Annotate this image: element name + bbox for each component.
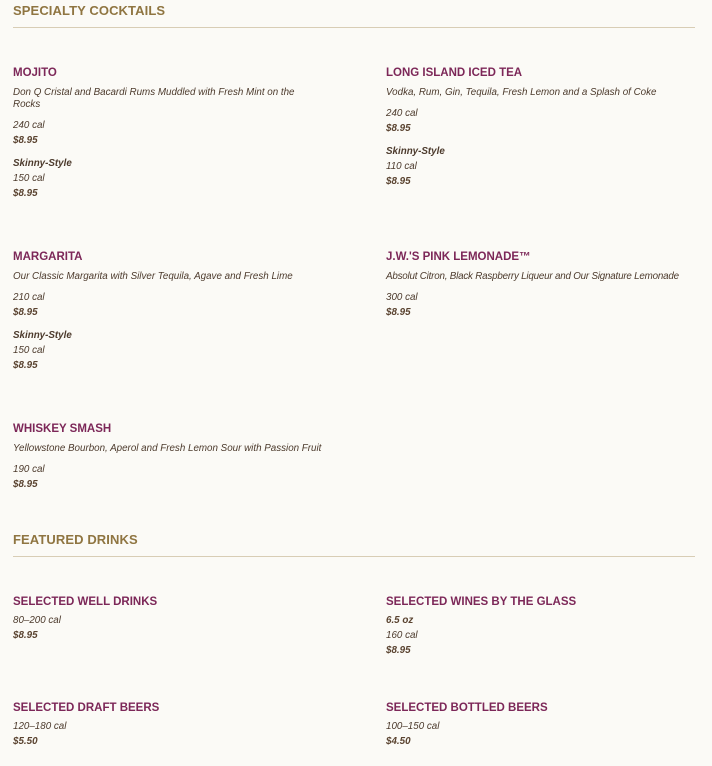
menu-item-mojito [13, 66, 318, 200]
item-name: MARGARITA [13, 251, 83, 263]
item-price: $8.95 [13, 630, 38, 641]
item-description: Absolut Citron, Black Raspberry Liqueur and Our Signature Lemonade [386, 271, 679, 282]
item-calories: 300 cal [386, 292, 418, 303]
item-name: MOJITO [13, 67, 57, 79]
item-calories: 160 cal [386, 630, 418, 641]
item-name: SELECTED DRAFT BEERS [13, 702, 160, 714]
item-name: J.W.'S PINK LEMONADE™ [386, 251, 531, 263]
skinny-style-label: Skinny-Style [386, 146, 445, 157]
specialty-cocktails-heading: SPECIALTY COCKTAILS [13, 3, 166, 18]
menu-item-draft-beers [13, 701, 333, 748]
menu-item-wines-by-the-glass [386, 595, 706, 657]
item-description: Our Classic Margarita with Silver Tequila, Agave and Fresh Lime [13, 271, 293, 282]
item-calories: 240 cal [386, 108, 418, 119]
item-calories: 190 cal [13, 464, 45, 475]
skinny-price: $8.95 [13, 188, 38, 199]
item-description: Vodka, Rum, Gin, Tequila, Fresh Lemon and a Splash of Coke [386, 87, 657, 98]
item-price: $5.50 [13, 736, 38, 747]
item-description: Don Q Cristal and Bacardi Rums Muddled with Fresh Mint on the Rocks [13, 87, 295, 110]
section-divider [13, 27, 695, 28]
item-name: SELECTED WINES BY THE GLASS [386, 596, 577, 608]
skinny-price: $8.95 [386, 176, 411, 187]
item-calories: 120–180 cal [13, 721, 67, 732]
skinny-price: $8.95 [13, 360, 38, 371]
item-price: $4.50 [386, 736, 411, 747]
item-price: $8.95 [386, 307, 411, 318]
skinny-style-label: Skinny-Style [13, 330, 72, 341]
menu-item-well-drinks [13, 595, 333, 642]
item-description: Yellowstone Bourbon, Aperol and Fresh Lemon Sour with Passion Fruit [13, 443, 322, 454]
item-price: $8.95 [13, 479, 38, 490]
item-name: SELECTED BOTTLED BEERS [386, 702, 548, 714]
item-calories: 210 cal [13, 292, 45, 303]
item-price: $8.95 [13, 307, 38, 318]
skinny-calories: 150 cal [13, 173, 45, 184]
item-name: LONG ISLAND ICED TEA [386, 67, 523, 79]
item-calories: 100–150 cal [386, 721, 440, 732]
item-name: SELECTED WELL DRINKS [13, 596, 158, 608]
item-price: $8.95 [386, 123, 411, 134]
item-calories: 80–200 cal [13, 615, 61, 626]
item-price: $8.95 [386, 645, 411, 656]
menu-item-bottled-beers [386, 701, 706, 748]
menu-item-pink-lemonade [386, 250, 706, 319]
menu-item-margarita [13, 250, 333, 372]
item-calories: 240 cal [13, 120, 45, 131]
item-price: $8.95 [13, 135, 38, 146]
menu-item-whiskey-smash [13, 422, 333, 491]
section-divider [13, 556, 695, 557]
menu-item-long-island-iced-tea [386, 66, 706, 188]
skinny-style-label: Skinny-Style [13, 158, 72, 169]
skinny-calories: 150 cal [13, 345, 45, 356]
skinny-calories: 110 cal [386, 161, 417, 172]
item-name: WHISKEY SMASH [13, 423, 112, 435]
featured-drinks-heading: FEATURED DRINKS [13, 532, 138, 547]
item-serving-size: 6.5 oz [386, 615, 414, 626]
